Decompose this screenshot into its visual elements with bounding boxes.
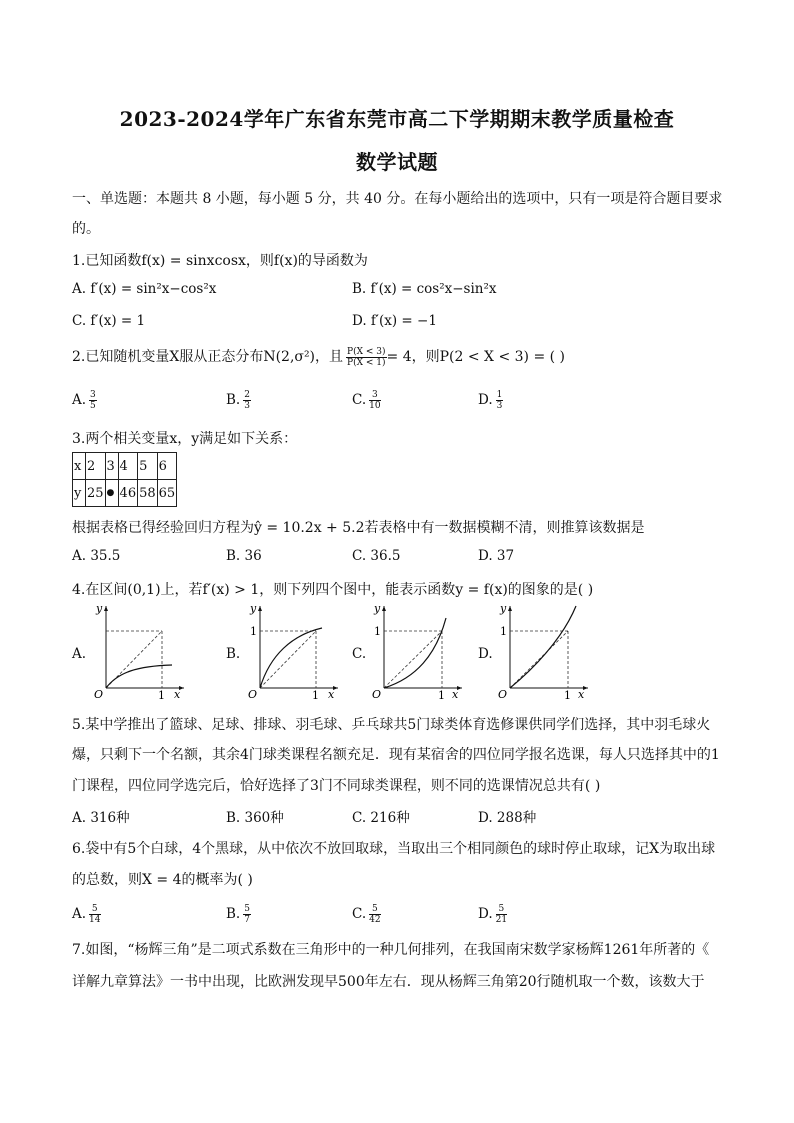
q6-b-frac bbox=[243, 904, 251, 925]
q2-c-den: 10 bbox=[369, 401, 381, 411]
q2-stem bbox=[72, 346, 565, 368]
q4-graph-d bbox=[492, 600, 592, 700]
table-cell-blurred: ● bbox=[105, 480, 118, 507]
table-row-x bbox=[73, 453, 177, 480]
q3-option-a[interactable]: A. 35.5 bbox=[72, 548, 121, 564]
axis-y-label: y bbox=[500, 602, 507, 615]
q2-stem-pre: 2.已知随机变量X服从正态分布N(2,σ²)，且 bbox=[72, 349, 344, 365]
q1-option-d[interactable]: D. f′(x) = −1 bbox=[352, 313, 437, 329]
q2-d-num: 1 bbox=[496, 390, 503, 400]
q6-b-den: 7 bbox=[244, 915, 250, 925]
q6-option-d[interactable] bbox=[478, 904, 507, 925]
q2-c-frac bbox=[369, 390, 380, 411]
origin-label: O bbox=[372, 688, 382, 700]
axis-x-label: x bbox=[174, 688, 181, 700]
q2-a-den: 5 bbox=[90, 401, 96, 411]
q7-stem-line1: 7.如图，“杨辉三角”是二项式系数在三角形中的一种几何排列，在我国南宋数学家杨辉1261年所著的《 bbox=[72, 942, 710, 958]
q1-stem: 1.已知函数f(x) = sinxcosx，则f(x)的导函数为 bbox=[72, 253, 368, 269]
q6-stem-line1: 6.袋中有5个白球，4个黑球，从中依次不放回取球，当取出三个相同颜色的球时停止取球，记X为取出球 bbox=[72, 841, 716, 857]
q6-d-frac bbox=[496, 904, 507, 925]
q1-option-c[interactable]: C. f′(x) = 1 bbox=[72, 313, 146, 329]
q2-option-a[interactable] bbox=[72, 390, 97, 411]
axis-x-label: x bbox=[452, 688, 459, 700]
q5-option-b[interactable]: B. 360种 bbox=[226, 810, 284, 826]
q1-option-a[interactable]: A. f′(x) = sin²x−cos²x bbox=[72, 281, 217, 297]
section-instructions-cont: 的。 bbox=[72, 221, 100, 237]
q4-option-b[interactable]: B. bbox=[226, 646, 241, 662]
q6-b-label: B. bbox=[226, 906, 241, 922]
q2-option-b[interactable] bbox=[226, 390, 251, 411]
q2-c-num: 3 bbox=[369, 390, 380, 401]
q6-b-num: 5 bbox=[244, 904, 250, 914]
table-cell: 5 bbox=[138, 453, 158, 480]
table-cell: 4 bbox=[118, 453, 138, 480]
q6-a-label: A. bbox=[72, 906, 87, 922]
q6-a-num: 5 bbox=[89, 904, 100, 915]
q3-data-table bbox=[72, 452, 177, 507]
q6-d-den: 21 bbox=[495, 915, 508, 925]
q2-b-den: 3 bbox=[244, 401, 250, 411]
q1-option-b[interactable]: B. f′(x) = cos²x−sin²x bbox=[352, 281, 497, 297]
q4-option-d[interactable]: D. bbox=[478, 646, 493, 662]
q4-graph-b bbox=[242, 600, 342, 700]
q2-fraction bbox=[346, 347, 386, 368]
q2-a-num: 3 bbox=[90, 390, 96, 400]
q6-c-label: C. bbox=[352, 906, 367, 922]
q5-option-c[interactable]: C. 216种 bbox=[352, 810, 410, 826]
origin-label: O bbox=[94, 688, 104, 700]
exam-title: 2023-2024学年广东省东莞市高二下学期期末教学质量检查 bbox=[119, 107, 675, 131]
q6-d-label: D. bbox=[478, 906, 493, 922]
q5-stem-line2: 爆，只剩下一个名额，其余4门球类课程名额充足．现有某宿舍的四位同学报名选课，每人只选择其中的1 bbox=[72, 747, 720, 763]
q6-c-den: 42 bbox=[369, 915, 381, 925]
q5-option-d[interactable]: D. 288种 bbox=[478, 810, 537, 826]
origin-label: O bbox=[248, 688, 258, 700]
q2-frac-den: P(X < 1) bbox=[347, 357, 386, 368]
q3-stem: 3.两个相关变量x，y满足如下关系： bbox=[72, 431, 298, 447]
tick-1-x: 1 bbox=[312, 689, 319, 700]
q5-option-a[interactable]: A. 316种 bbox=[72, 810, 130, 826]
section-instructions: 一、单选题：本题共 8 小题，每小题 5 分，共 40 分。在每小题给出的选项中，只有一项是符合题目要求 bbox=[72, 191, 723, 207]
q6-a-den: 14 bbox=[89, 915, 101, 925]
table-cell: 6 bbox=[157, 453, 177, 480]
q3-option-b[interactable]: B. 36 bbox=[226, 548, 262, 564]
table-cell: 25 bbox=[86, 480, 106, 507]
q3-stem-2: 根据表格已得经验回归方程为ŷ = 10.2x + 5.2若表格中有一数据模糊不清，则推算该数据是 bbox=[72, 520, 645, 536]
q3-option-c[interactable]: C. 36.5 bbox=[352, 548, 401, 564]
axis-x-label: x bbox=[328, 688, 335, 700]
table-row-y bbox=[73, 480, 177, 507]
q2-d-label: D. bbox=[478, 392, 493, 408]
table-cell: 2 bbox=[86, 453, 106, 480]
tick-1-x: 1 bbox=[438, 689, 445, 700]
q6-option-b[interactable] bbox=[226, 904, 251, 925]
q2-d-den: 3 bbox=[496, 401, 503, 411]
q4-option-a[interactable]: A. bbox=[72, 646, 87, 662]
q6-d-num: 5 bbox=[496, 904, 507, 915]
q5-stem-line3: 门课程，四位同学选完后，恰好选择了3门不同球类课程，则不同的选课情况总共有( ) bbox=[72, 778, 601, 794]
q6-c-num: 5 bbox=[369, 904, 380, 915]
q2-b-num: 2 bbox=[244, 390, 250, 400]
tick-1-y: 1 bbox=[250, 625, 257, 638]
table-cell: 3 bbox=[105, 453, 118, 480]
axis-y-label: y bbox=[96, 602, 103, 615]
q5-stem-line1: 5.某中学推出了篮球、足球、排球、羽毛球、乒乓球共5门球类体育选修课供同学们选择，其中羽毛球火 bbox=[72, 717, 711, 733]
q6-option-a[interactable] bbox=[72, 904, 101, 925]
q2-d-frac bbox=[496, 390, 504, 411]
q2-option-d[interactable] bbox=[478, 390, 503, 411]
q2-frac-num: P(X < 3) bbox=[347, 346, 386, 357]
q2-a-label: A. bbox=[72, 392, 87, 408]
table-cell: 58 bbox=[138, 480, 158, 507]
tick-1-x: 1 bbox=[564, 689, 571, 700]
exam-subtitle: 数学试题 bbox=[356, 150, 438, 174]
q2-b-frac bbox=[243, 390, 251, 411]
tick-1-y: 1 bbox=[500, 625, 507, 638]
q7-stem-line2: 详解九章算法》一书中出现，比欧洲发现早500年左右．现从杨辉三角第20行随机取一个数，该数大于 bbox=[72, 974, 705, 990]
q4-graph-a bbox=[88, 600, 188, 700]
q2-option-c[interactable] bbox=[352, 390, 381, 411]
q6-a-frac bbox=[89, 904, 100, 925]
q2-a-frac bbox=[89, 390, 97, 411]
q6-c-frac bbox=[369, 904, 380, 925]
q2-stem-post: = 4，则P(2 < X < 3) = ( ) bbox=[386, 349, 565, 365]
q4-graph-c bbox=[366, 600, 466, 700]
q2-c-label: C. bbox=[352, 392, 367, 408]
table-cell: y bbox=[73, 480, 86, 507]
table-cell: 65 bbox=[157, 480, 177, 507]
origin-label: O bbox=[498, 688, 508, 700]
axis-y-label: y bbox=[250, 602, 257, 615]
q6-option-c[interactable] bbox=[352, 904, 381, 925]
q2-b-label: B. bbox=[226, 392, 241, 408]
table-cell: x bbox=[73, 453, 86, 480]
tick-1-y: 1 bbox=[374, 625, 381, 638]
axis-x-label: x bbox=[578, 688, 585, 700]
tick-1-x: 1 bbox=[158, 689, 165, 700]
q3-option-d[interactable]: D. 37 bbox=[478, 548, 515, 564]
q6-stem-line2: 的总数，则X = 4的概率为( ) bbox=[72, 872, 253, 888]
axis-y-label: y bbox=[374, 602, 381, 615]
table-cell: 46 bbox=[118, 480, 138, 507]
q4-option-c[interactable]: C. bbox=[352, 646, 367, 662]
q4-stem: 4.在区间(0,1)上，若f′(x) > 1，则下列四个图中，能表示函数y = f(x)的图象的是( ) bbox=[72, 582, 594, 598]
